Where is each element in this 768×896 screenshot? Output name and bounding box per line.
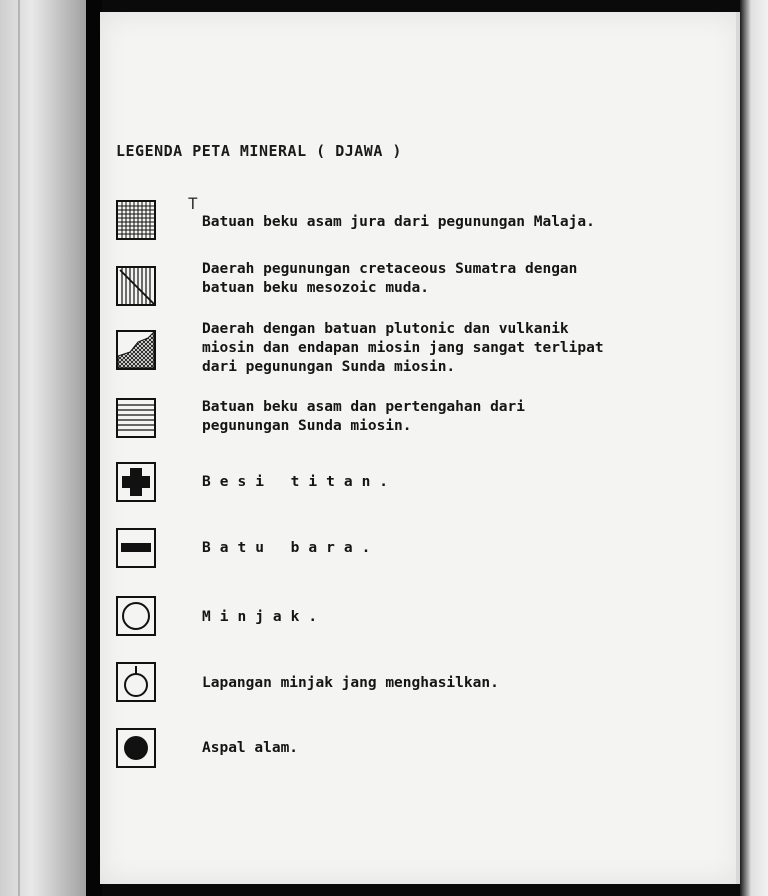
cross-icon — [116, 462, 156, 502]
legend-entry-5 — [202, 473, 397, 492]
legend-text-line: dari pegunungan Sunda miosin. — [202, 359, 456, 375]
legend-entry-6 — [202, 539, 379, 558]
scan-left-margin — [0, 0, 92, 896]
legend-entry-2 — [202, 260, 577, 298]
legend-entry-1 — [202, 213, 595, 232]
legend-entry-4 — [202, 398, 525, 436]
legend-text-line: pegunungan Sunda miosin. — [202, 418, 412, 434]
legend-text-line: Batuan beku asam dan pertengahan dari — [202, 399, 526, 415]
document-page — [100, 12, 740, 884]
legend-entry-8 — [202, 674, 499, 693]
legend-text-line: Batuan beku asam jura dari pegunungan Malaja. — [202, 214, 595, 230]
legend-text-line: miosin dan endapan miosin jang sangat terlipat — [202, 340, 604, 356]
filled-circle-icon — [116, 728, 156, 768]
legend-text-line: Daerah dengan batuan plutonic dan vulkanik — [202, 321, 569, 337]
scan-right-edge — [740, 0, 768, 896]
page-edge — [736, 12, 740, 884]
stray-mark: T — [188, 194, 198, 213]
horizontal-bar-icon — [116, 528, 156, 568]
circle-with-stem-icon — [116, 662, 156, 702]
grid-pattern-icon — [116, 200, 156, 240]
legend-entry-3 — [202, 320, 604, 377]
legend-entry-7 — [202, 608, 326, 627]
legend-text-line: Besi titan. — [202, 474, 398, 490]
legend-text-line: batuan beku mesozoic muda. — [202, 280, 429, 296]
legend-text-line: Daerah pegunungan cretaceous Sumatra dengan — [202, 261, 578, 277]
crosshatch-triangle-icon — [116, 330, 156, 370]
legend-text-line: Batu bara. — [202, 540, 380, 556]
horizontal-lines-icon — [116, 398, 156, 438]
legend-text-line: Minjak. — [202, 609, 327, 625]
legend-text-line: Lapangan minjak jang menghasilkan. — [202, 675, 499, 691]
legend-text-line: Aspal alam. — [202, 740, 299, 756]
vertical-hatch-diagonal-icon — [116, 266, 156, 306]
open-circle-icon — [116, 596, 156, 636]
legend-entry-9 — [202, 739, 298, 758]
page-title: LEGENDA PETA MINERAL ( DJAWA ) — [116, 142, 402, 160]
